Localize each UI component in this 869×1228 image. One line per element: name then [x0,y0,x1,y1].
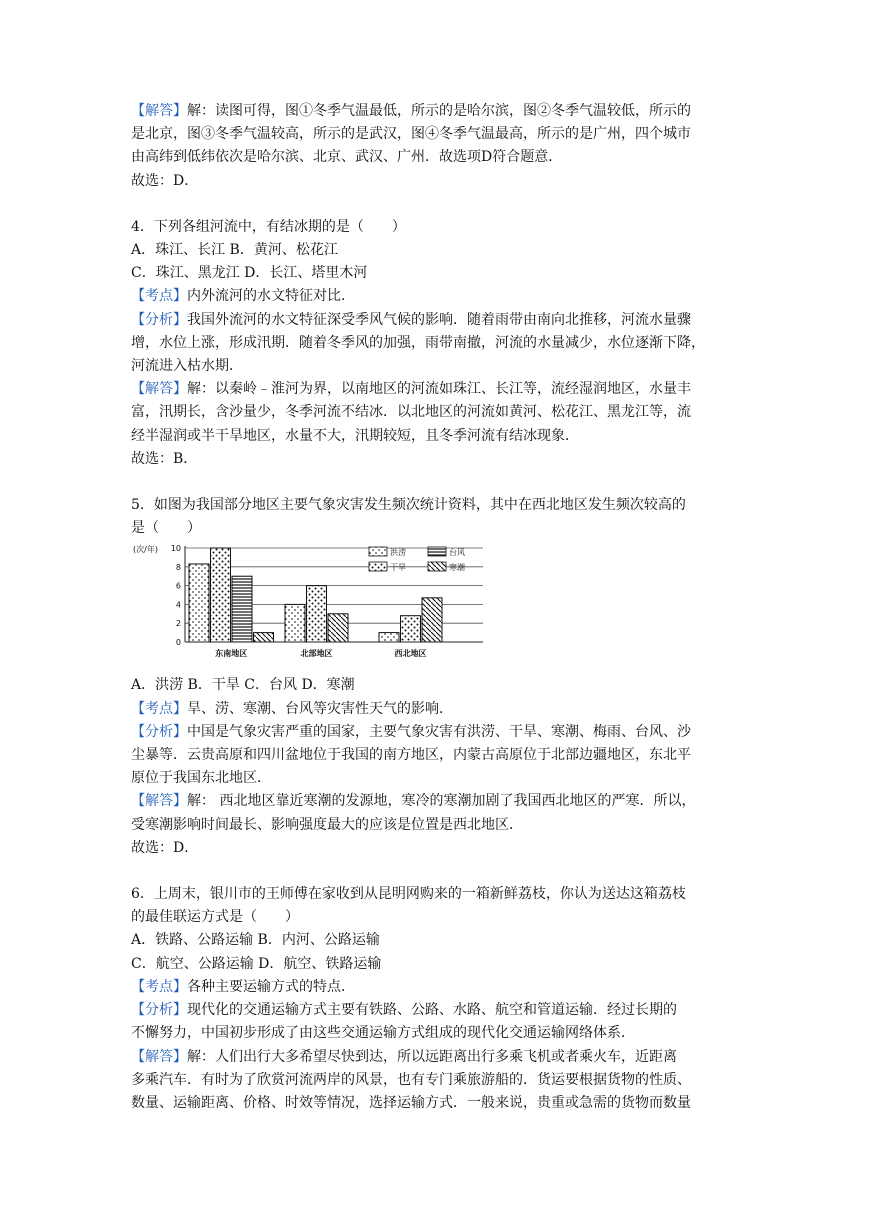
bar-洪涝-东南地区 [189,564,209,642]
y-tick-label: 8 [175,563,181,573]
bar-干旱-西北地区 [401,616,421,642]
question-5-stem: 5．如图为我国部分地区主要气象灾害发生频次统计资料，其中在西北地区发生频次较高的 [131,497,686,514]
legend-swatch-寒潮 [428,562,446,571]
bar-台风-东南地区 [232,577,252,643]
question-6-stem: 6．上周末，银川市的王师傅在家收到从昆明网购来的一箱新鲜荔枝，你认为送达这箱荔枝 [131,886,686,903]
y-tick-label: 4 [175,600,181,610]
bar-洪涝-北部地区 [285,605,305,643]
document-page [131,100,741,1115]
text-line: 河流进入枯水期． [131,358,243,375]
kaodian-line: 【考点】旱、涝、寒潮、台风等灾害性天气的影响． [131,700,453,717]
x-tick-label: 西北地区 [394,649,427,659]
answer-choice: 故选：D． [131,172,199,189]
answer-choice: 故选：B． [131,450,198,467]
question-6-options: C．航空、公路运输 D．航空、铁路运输 [131,955,382,972]
jieda-line: 【解答】解：人们出行大多希望尽快到达，所以远距离出行多乘飞机或者乘火车，近距离 [131,1048,677,1065]
text-line: 尘暴等．云贵高原和四川盆地位于我国的南方地区，内蒙古高原位于北部边疆地区，东北平 [131,747,691,764]
jieda-line: 【解答】解：以秦岭﹣淮河为界，以南地区的河流如珠江、长江等，流经湿润地区，水量丰 [131,381,691,398]
disaster-frequency-chart [131,542,491,668]
y-tick-label: 10 [170,544,181,554]
legend-swatch-台风 [428,547,446,556]
text-line: 受寒潮影响时间最长、影响强度最大的应该是位置是西北地区． [131,816,523,833]
bar-干旱-东南地区 [211,548,231,642]
legend-label-寒潮: 寒潮 [449,563,465,573]
x-tick-label: 东南地区 [215,649,248,659]
bar-洪涝-西北地区 [379,633,399,642]
question-4-options: A．珠江、长江 B．黄河、松花江 [131,242,338,259]
text-line: 由高纬到低纬依次是哈尔滨、北京、武汉、广州．故选项D符合题意． [131,149,563,166]
question-4-stem: 4．下列各组河流中，有结冰期的是（ ） [131,218,406,235]
legend-label-干旱: 干旱 [390,563,406,573]
legend-swatch-干旱 [369,562,387,571]
legend-label-洪涝: 洪涝 [390,548,406,558]
kaodian-line: 【考点】内外流河的水文特征对比． [131,288,355,305]
fenxi-line: 【分析】我国外流河的水文特征深受季风气候的影响．随着雨带由南向北推移，河流水量骤 [131,311,691,328]
text-line: 多乘汽车．有时为了欣赏河流两岸的风景，也有专门乘旅游船的．货运要根据货物的性质、 [131,1071,691,1088]
bar-寒潮-西北地区 [422,598,442,642]
y-axis-label: (次/年) [133,545,158,555]
question-6-stem: 的最佳联运方式是（ ） [131,909,299,926]
text-line: 是北京，图③冬季气温较高，所示的是武汉，图④冬季气温最高，所示的是广州，四个城市 [131,126,691,143]
question-5-options: A．洪涝 B．干旱 C．台风 D．寒潮 [131,677,355,694]
bar-干旱-北部地区 [307,586,327,642]
text-line: 增，水位上涨，形成汛期．随着冬季风的加强，雨带南撤，河流的水量减少，水位逐渐下降， [131,334,705,351]
bar-寒潮-北部地区 [328,614,348,642]
y-tick-label: 0 [175,638,181,648]
text-line: 经半湿润或半干旱地区，水量不大，汛期较短，且冬季河流有结冰现象． [131,427,579,444]
legend-swatch-洪涝 [369,547,387,556]
answer-choice: 故选：D． [131,839,199,856]
question-6-options: A．铁路、公路运输 B．内河、公路运输 [131,932,380,949]
fenxi-line: 【分析】现代化的交通运输方式主要有铁路、公路、水路、航空和管道运输．经过长期的 [131,1002,677,1019]
answer-line: 【解答】解：读图可得，图①冬季气温最低，所示的是哈尔滨，图②冬季气温较低，所示的 [131,103,691,119]
y-tick-label: 6 [175,582,181,592]
legend-label-台风: 台风 [449,548,465,558]
text-line: 不懈努力，中国初步形成了由这些交通运输方式组成的现代化交通运输网络体系． [131,1025,635,1042]
question-4-options: C．珠江、黑龙江 D．长江、塔里木河 [131,265,368,282]
fenxi-line: 【分析】中国是气象灾害严重的国家，主要气象灾害有洪涝、干旱、寒潮、梅雨、台风、沙 [131,723,691,740]
question-5-stem: 是（ ） [131,520,201,537]
text-line: 富，汛期长，含沙量少，冬季河流不结冰．以北地区的河流如黄河、松花江、黑龙江等，流 [131,404,691,421]
x-tick-label: 北部地区 [300,649,333,659]
y-tick-label: 2 [175,619,181,629]
text-line: 数量、运输距离、价格、时效等情况，选择运输方式．一般来说，贵重或急需的货物而数量 [131,1094,691,1111]
jieda-line: 【解答】解： 西北地区靠近寒潮的发源地，寒冷的寒潮加剧了我国西北地区的严寒．所以， [131,793,696,810]
bar-寒潮-东南地区 [254,633,274,642]
kaodian-line: 【考点】各种主要运输方式的特点． [131,978,355,995]
text-line: 原位于我国东北地区． [131,770,271,787]
